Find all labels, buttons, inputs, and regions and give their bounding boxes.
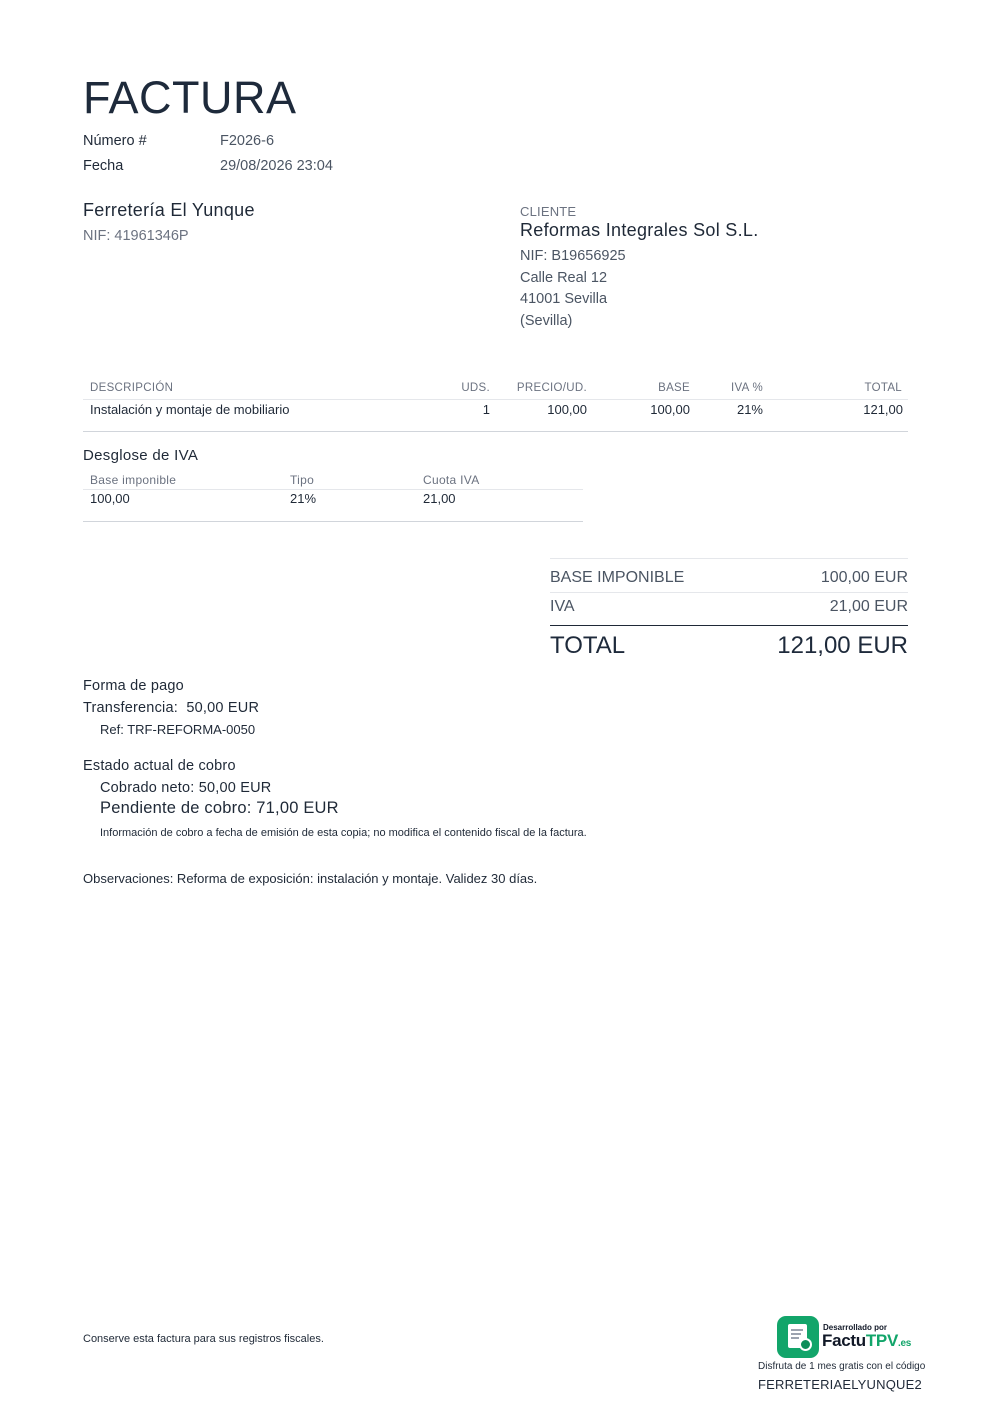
vat-base-value: 100,00 xyxy=(90,491,130,506)
client-city: 41001 Sevilla xyxy=(520,291,608,307)
totals-base-row xyxy=(550,559,908,593)
items-table xyxy=(83,380,908,432)
facturtpv-logo-icon xyxy=(777,1316,819,1358)
totals-vat-value: 21,00 EUR xyxy=(829,598,908,615)
payment-ref: Ref: TRF-REFORMA-0050 xyxy=(100,722,256,737)
totals-base-value: 100,00 EUR xyxy=(820,569,908,586)
totals-base-label: BASE IMPONIBLE xyxy=(550,569,685,586)
invoice-date-label: Fecha xyxy=(83,158,124,174)
issuer-nif: NIF: 41961346P xyxy=(83,228,189,244)
issuer-name: Ferretería El Yunque xyxy=(83,200,255,220)
collection-note: Información de cobro a fecha de emisión de esta copia; no modifica el contenido fiscal de la factura. xyxy=(100,827,587,839)
item-total: 121,00 xyxy=(863,402,903,417)
payment-method: Transferencia: 50,00 EUR xyxy=(83,700,260,716)
promo-text: Disfruta de 1 mes gratis con el código xyxy=(758,1361,926,1372)
items-table-header xyxy=(83,380,908,400)
client-name: Reformas Integrales Sol S.L. xyxy=(520,220,759,240)
brand-tld: .es xyxy=(898,1338,912,1349)
totals-grand-row xyxy=(550,626,908,666)
developed-by: Desarrollado por xyxy=(823,1323,888,1332)
item-unit-price: 100,00 xyxy=(547,402,587,417)
payment-title: Forma de pago xyxy=(83,678,184,694)
promo-code: FERRETERIAELYUNQUE2 xyxy=(758,1377,922,1392)
keep-note: Conserve esta factura para sus registros fiscales. xyxy=(83,1333,324,1345)
client-nif: NIF: B19656925 xyxy=(520,248,626,264)
item-base: 100,00 xyxy=(650,402,690,417)
grand-total-value: 121,00 EUR xyxy=(777,632,908,659)
col-description: DESCRIPCIÓN xyxy=(90,382,174,394)
client-province: (Sevilla) xyxy=(520,313,573,329)
vat-breakdown-title: Desglose de IVA xyxy=(83,447,199,464)
totals-vat-label: IVA xyxy=(550,598,575,615)
client-label: CLIENTE xyxy=(520,204,577,219)
col-base: BASE xyxy=(658,382,690,394)
table-row xyxy=(83,400,908,432)
brand-name xyxy=(822,1331,911,1351)
col-unit-price: PRECIO/UD. xyxy=(516,382,587,394)
invoice-title: FACTURA xyxy=(83,72,297,123)
col-units: UDS. xyxy=(461,382,490,394)
item-units: 1 xyxy=(482,402,490,417)
col-vat-pct: IVA % xyxy=(731,382,763,394)
client-address: Calle Real 12 xyxy=(520,270,608,286)
brand-main: Factu xyxy=(822,1331,866,1350)
invoice-number-label: Número # xyxy=(83,133,147,149)
col-total: TOTAL xyxy=(864,382,902,394)
observations: Observaciones: Reforma de exposición: instalación y montaje. Validez 30 días. xyxy=(83,871,538,886)
vat-breakdown-table xyxy=(83,471,583,522)
item-description: Instalación y montaje de mobiliario xyxy=(90,402,290,417)
invoice-number-value: F2026-6 xyxy=(220,133,275,149)
vat-col-quota: Cuota IVA xyxy=(423,473,480,487)
grand-total-label: TOTAL xyxy=(550,632,626,659)
collected-amount: Cobrado neto: 50,00 EUR xyxy=(100,780,272,796)
totals-box xyxy=(550,558,908,666)
totals-vat-row xyxy=(550,593,908,626)
vat-col-base: Base imponible xyxy=(90,473,177,487)
vat-type-value: 21% xyxy=(290,491,317,506)
brand-accent: TPV xyxy=(865,1331,899,1350)
vat-col-type: Tipo xyxy=(290,473,315,487)
item-vat-pct: 21% xyxy=(736,402,763,417)
table-row xyxy=(83,490,583,522)
invoice-date-value: 29/08/2026 23:04 xyxy=(220,158,333,174)
collection-title: Estado actual de cobro xyxy=(83,758,236,774)
vat-quota-value: 21,00 xyxy=(423,491,456,506)
vat-breakdown-header xyxy=(83,471,583,490)
pending-amount: Pendiente de cobro: 71,00 EUR xyxy=(100,799,339,817)
